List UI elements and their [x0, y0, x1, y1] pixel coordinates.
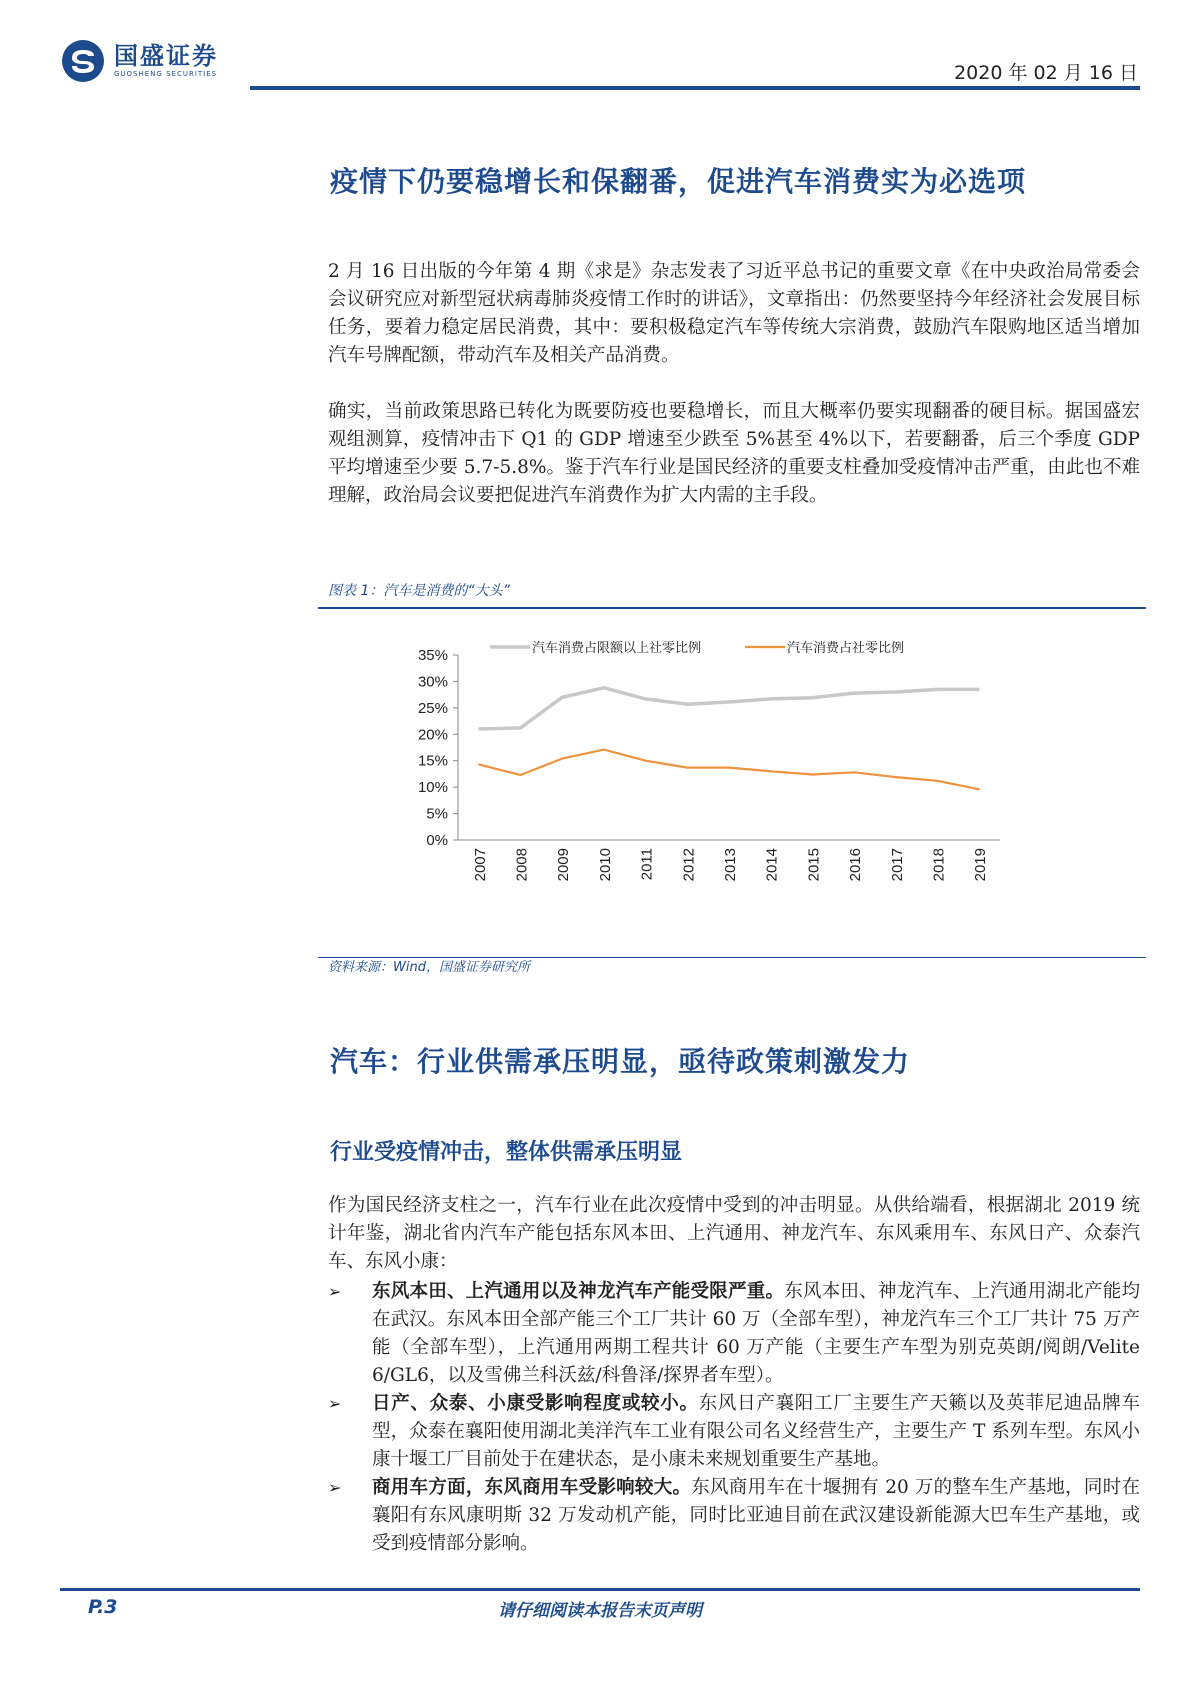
- y-tick-label: 10%: [417, 779, 448, 797]
- data-point: [603, 687, 605, 689]
- y-axis: [418, 647, 458, 849]
- bullet-heading: 东风本田、上汽通用以及神龙汽车产能受限严重。: [372, 1281, 785, 1302]
- footer-divider: [60, 1588, 1140, 1591]
- x-tick-label: 2007: [471, 848, 489, 882]
- data-point: [937, 780, 939, 782]
- data-point: [645, 698, 647, 700]
- section1-paragraph-1: [328, 258, 1140, 370]
- bullet-item: [328, 1278, 1140, 1390]
- x-tick-label: 2010: [596, 848, 614, 882]
- bullet-text: 东风商用车在十堰拥有 20 万的整车生产基地，同时在襄阳有东风康明斯 32 万发动机产能，同时比亚迪目前在武汉建设新能源大巴车生产基地，或受到疫情部分影响。: [372, 1477, 1140, 1554]
- data-point: [520, 774, 522, 776]
- data-point: [812, 697, 814, 699]
- arrow-bullet-icon: ➢: [328, 1394, 342, 1413]
- data-point: [937, 689, 939, 691]
- data-point: [561, 696, 563, 698]
- chart-legend: [490, 640, 904, 656]
- x-tick-label: 2018: [930, 848, 948, 882]
- bullet-list: [328, 1278, 1140, 1558]
- paragraph-text: 2 月 16 日出版的今年第 4 期《求是》杂志发表了习近平总书记的重要文章《在中央政治局常委会会议研究应对新型冠状病毒肺炎疫情工作时的讲话》，文章指出：仍然要坚持今年经济社会发展目标任务，要着力稳定居民消费，其中：要积极稳定汽车等传统大宗消费，鼓励汽车限购地区适当增加汽车号牌配额，带动汽车及相关产品消费。: [328, 261, 1140, 366]
- page-number: P.3: [88, 1596, 118, 1618]
- data-point: [853, 692, 855, 694]
- section2-subtitle: 行业受疫情冲击，整体供需承压明显: [330, 1140, 683, 1165]
- section1-paragraph-2: [328, 398, 1140, 510]
- disclaimer-notice: 请仔细阅读本报告末页声明: [498, 1601, 702, 1621]
- bullet-heading: 商用车方面，东风商用车受影响较大。: [372, 1477, 692, 1498]
- guosheng-logo-icon: [60, 38, 106, 84]
- data-point: [978, 689, 980, 691]
- figure-top-rule: [318, 607, 1146, 609]
- data-point: [895, 691, 897, 693]
- legend-label: 汽车消费占社零比例: [787, 641, 905, 656]
- data-point: [520, 727, 522, 729]
- x-tick-label: 2015: [805, 848, 823, 882]
- company-logo: [60, 34, 260, 88]
- data-point: [770, 770, 772, 772]
- bullet-item: [328, 1474, 1140, 1558]
- x-tick-label: 2009: [555, 848, 573, 882]
- x-tick-label: 2017: [888, 848, 906, 882]
- arrow-bullet-icon: ➢: [328, 1282, 342, 1301]
- data-point: [853, 772, 855, 774]
- x-tick-label: 2012: [680, 848, 698, 882]
- paragraph-text: 确实，当前政策思路已转化为既要防疫也要稳增长，而且大概率仍要实现翻番的硬目标。据国盛宏观组测算，疫情冲击下 Q1 的 GDP 增速至少跌至 5%甚至 4%以下，若要翻番，后三个季度 GDP 平均增速至少要 5.7-5.8%。鉴于汽车行业是国民经济的重要支柱叠加受疫情冲击严重，由此也不难理解，政治局会议要把促进汽车消费作为扩大内需的主手段。: [328, 401, 1140, 506]
- series-layer: [478, 687, 980, 790]
- logo-english-name: GUOSHENG SECURITIES: [114, 70, 218, 78]
- paragraph-text: 作为国民经济支柱之一，汽车行业在此次疫情中受到的冲击明显。从供给端看，根据湖北 2019 统计年鉴，湖北省内汽车产能包括东风本田、上汽通用、神龙汽车、东风乘用车、东风日产、众泰汽车、东风小康：: [328, 1195, 1140, 1272]
- arrow-bullet-icon: ➢: [328, 1478, 342, 1497]
- x-tick-label: 2008: [513, 848, 531, 882]
- data-point: [687, 767, 689, 769]
- bullet-heading: 日产、众泰、小康受影响程度或较小。: [372, 1393, 699, 1414]
- data-point: [603, 749, 605, 751]
- x-tick-label: 2013: [722, 848, 739, 882]
- y-tick-label: 20%: [417, 726, 448, 744]
- data-point: [728, 767, 730, 769]
- bullet-text: 东风日产襄阳工厂主要生产天籁以及英菲尼迪品牌车型，众泰在襄阳使用湖北美洋汽车工业有限公司名义经营生产，主要生产 T 系列车型。东风小康十堰工厂目前处于在建状态，是小康未来规划重要生产基地。: [372, 1393, 1140, 1470]
- data-point: [478, 764, 480, 766]
- data-point: [561, 758, 563, 760]
- legend-label: 汽车消费占限额以上社零比例: [532, 641, 702, 656]
- x-tick-label: 2014: [763, 848, 781, 882]
- data-point: [895, 776, 897, 778]
- series-line-2: [479, 750, 979, 790]
- report-date: 2020 年 02 月 16 日: [954, 62, 1138, 84]
- section2-intro: [328, 1192, 1140, 1276]
- data-point: [478, 728, 480, 730]
- header-divider: [250, 86, 1140, 90]
- y-tick-label: 5%: [426, 805, 448, 823]
- bullet-item: [328, 1390, 1140, 1474]
- x-axis: [458, 840, 1000, 881]
- data-point: [645, 760, 647, 762]
- data-point: [770, 698, 772, 700]
- data-point: [978, 788, 980, 790]
- data-point: [687, 703, 689, 705]
- line-chart: [400, 640, 1060, 950]
- figure-title: 图表 1：汽车是消费的“大头”: [328, 583, 510, 599]
- x-tick-label: 2016: [847, 848, 865, 882]
- x-tick-label: 2019: [972, 848, 990, 882]
- x-tick-label: 2011: [638, 848, 656, 881]
- figure-source: 资料来源：Wind，国盛证券研究所: [328, 960, 530, 975]
- section1-title: 疫情下仍要稳增长和保翻番，促进汽车消费实为必选项: [330, 165, 1027, 198]
- bullet-text: 东风本田、神龙汽车、上汽通用湖北产能均在武汉。东风本田全部产能三个工厂共计 60 万（全部车型），神龙汽车三个工厂共计 75 万产能（全部车型），上汽通用两期工程共计 60 万产能（主要生产车型为别克英朗/阅朗/Velite 6/GL6，以及雪佛兰科沃兹/科鲁泽/探界者车型）。: [372, 1281, 1140, 1386]
- y-tick-label: 30%: [417, 673, 448, 691]
- y-tick-label: 35%: [417, 647, 448, 664]
- series-line-1: [479, 688, 979, 729]
- y-tick-label: 25%: [417, 699, 448, 717]
- section2-title: 汽车：行业供需承压明显，亟待政策刺激发力: [330, 1045, 911, 1078]
- logo-chinese-name: 国盛证券: [114, 42, 218, 70]
- data-point: [728, 701, 730, 703]
- data-point: [812, 774, 814, 776]
- y-tick-label: 15%: [417, 752, 448, 770]
- y-tick-label: 0%: [426, 832, 448, 849]
